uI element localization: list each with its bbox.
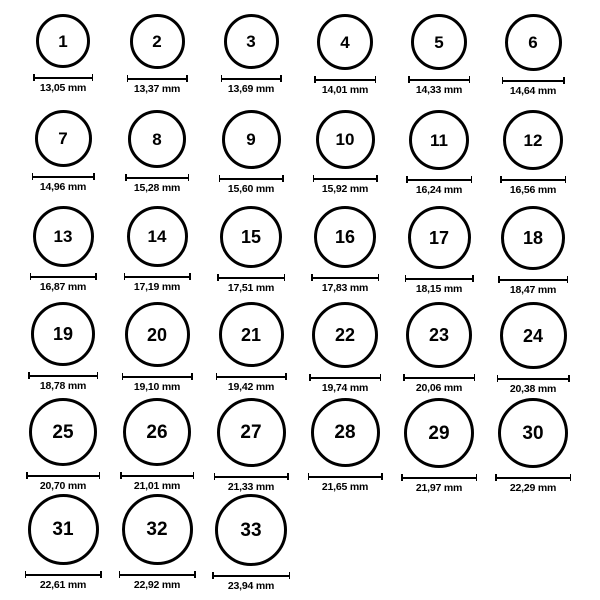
diameter-label: 14,01 mm (321, 84, 369, 96)
ring-circle (404, 398, 474, 468)
diameter-label: 21,01 mm (133, 480, 181, 492)
diameter-label: 23,94 mm (227, 580, 275, 592)
diameter-label: 18,15 mm (415, 283, 463, 295)
ring-size-number: 5 (434, 32, 444, 52)
diameter-label: 22,92 mm (133, 579, 181, 591)
diameter-dimension (313, 175, 378, 195)
diameter-label: 21,97 mm (415, 482, 463, 494)
ring-circle (130, 14, 185, 69)
diameter-label: 21,65 mm (321, 481, 369, 493)
diameter-label: 19,74 mm (321, 382, 369, 394)
dimension-bar-icon (219, 175, 284, 182)
ring-size-cell (486, 206, 580, 296)
dimension-line (221, 78, 282, 80)
ring-size-cell (392, 398, 486, 494)
dimension-bar-icon (403, 374, 475, 381)
ring-circle (125, 302, 190, 367)
dimension-line (219, 178, 284, 180)
dimension-line (212, 575, 290, 577)
ring-size-cell (16, 206, 110, 293)
ring-circle (35, 110, 92, 167)
ring-circle (409, 110, 469, 170)
diameter-dimension (122, 373, 193, 393)
diameter-dimension (217, 274, 285, 294)
ring-size-cell (298, 302, 392, 394)
diameter-label: 19,42 mm (227, 381, 275, 393)
diameter-dimension (406, 176, 472, 196)
dimension-line (500, 179, 566, 181)
diameter-dimension (127, 75, 188, 95)
dimension-line (408, 79, 470, 81)
dimension-line (498, 279, 568, 281)
dimension-bar-icon (119, 571, 196, 578)
dimension-line (405, 278, 474, 280)
ring-size-number: 26 (146, 421, 168, 443)
dimension-line (495, 477, 571, 479)
dimension-line (32, 176, 95, 178)
diameter-label: 15,28 mm (133, 182, 181, 194)
ring-circle (317, 14, 373, 70)
dimension-bar-icon (32, 173, 95, 180)
ring-size-cell (110, 14, 204, 95)
ring-size-number: 18 (522, 228, 544, 248)
dimension-line (122, 376, 193, 378)
ring-size-cell (16, 398, 110, 492)
diameter-label: 19,10 mm (133, 381, 181, 393)
ring-size-cell (392, 302, 486, 394)
ring-circle (314, 206, 376, 268)
diameter-label: 13,05 mm (39, 82, 87, 94)
dimension-bar-icon (406, 176, 472, 183)
dimension-line (125, 177, 189, 179)
diameter-label: 18,78 mm (39, 380, 87, 392)
ring-size-number: 21 (240, 324, 262, 345)
diameter-dimension (120, 472, 194, 492)
diameter-dimension (214, 473, 289, 493)
ring-size-cell (16, 110, 110, 193)
ring-size-cell (298, 398, 392, 493)
dimension-line (33, 77, 93, 79)
dimension-bar-icon (313, 175, 378, 182)
ring-circle (222, 110, 281, 169)
diameter-label: 20,38 mm (509, 383, 557, 395)
diameter-dimension (119, 571, 196, 591)
diameter-dimension (26, 472, 100, 492)
diameter-label: 14,33 mm (415, 84, 463, 96)
dimension-bar-icon (124, 273, 191, 280)
ring-size-number: 30 (522, 422, 544, 444)
dimension-line (30, 276, 97, 278)
dimension-bar-icon (495, 474, 571, 481)
ring-size-number: 27 (240, 422, 262, 443)
ring-size-cell (110, 494, 204, 591)
ring-size-number: 15 (240, 227, 262, 247)
dimension-line (311, 277, 379, 279)
diameter-dimension (495, 474, 571, 494)
ring-size-cell (392, 206, 486, 295)
ring-size-number: 8 (152, 129, 162, 149)
ring-circle (311, 398, 380, 467)
ring-circle (312, 302, 378, 368)
dimension-line (406, 179, 472, 181)
ring-circle (122, 494, 193, 565)
dimension-bar-icon (498, 276, 568, 283)
ring-size-number: 10 (335, 130, 355, 149)
ring-size-cell (204, 206, 298, 294)
diameter-label: 17,19 mm (133, 281, 181, 293)
dimension-bar-icon (25, 571, 102, 578)
ring-circle (36, 14, 90, 68)
ring-size-number: 28 (334, 422, 356, 443)
ring-size-cell (204, 398, 298, 493)
dimension-line (217, 277, 285, 279)
ring-size-number: 29 (428, 422, 450, 444)
dimension-bar-icon (401, 474, 477, 481)
diameter-dimension (401, 474, 477, 494)
dimension-bar-icon (408, 76, 470, 83)
ring-size-number: 7 (58, 129, 68, 148)
dimension-line (313, 178, 378, 180)
ring-size-number: 16 (334, 227, 356, 247)
ring-size-number: 23 (428, 325, 450, 345)
dimension-line (127, 78, 188, 80)
diameter-dimension (125, 174, 189, 194)
ring-size-number: 22 (334, 325, 356, 345)
dimension-bar-icon (33, 74, 93, 81)
ring-circle (29, 398, 97, 466)
dimension-bar-icon (221, 75, 282, 82)
diameter-dimension (221, 75, 282, 95)
dimension-line (119, 574, 196, 576)
diameter-dimension (408, 76, 470, 96)
ring-circle (224, 14, 279, 69)
ring-circle (500, 302, 567, 369)
diameter-label: 16,87 mm (39, 281, 87, 293)
diameter-label: 15,92 mm (321, 183, 369, 195)
diameter-dimension (403, 374, 475, 394)
diameter-label: 13,37 mm (133, 83, 181, 95)
ring-size-number: 2 (152, 32, 162, 51)
ring-size-cell (298, 110, 392, 195)
dimension-bar-icon (308, 473, 383, 480)
dimension-bar-icon (500, 176, 566, 183)
dimension-bar-icon (216, 373, 287, 380)
ring-size-cell (298, 14, 392, 96)
dimension-line (25, 574, 102, 576)
dimension-bar-icon (314, 76, 376, 83)
ring-size-number: 19 (52, 324, 74, 344)
ring-circle (28, 494, 99, 565)
dimension-bar-icon (217, 274, 285, 281)
diameter-dimension (216, 373, 287, 393)
ring-circle (220, 206, 282, 268)
ring-circle (219, 302, 284, 367)
ring-size-number: 1 (58, 31, 68, 51)
diameter-dimension (25, 571, 102, 591)
diameter-dimension (500, 176, 566, 196)
dimension-bar-icon (497, 375, 570, 382)
ring-size-cell (486, 398, 580, 494)
ring-circle (411, 14, 467, 70)
dimension-bar-icon (122, 373, 193, 380)
diameter-label: 14,64 mm (509, 85, 557, 97)
diameter-dimension (309, 374, 381, 394)
dimension-bar-icon (120, 472, 194, 479)
ring-circle (33, 206, 94, 267)
ring-circle (123, 398, 191, 466)
dimension-bar-icon (127, 75, 188, 82)
diameter-dimension (32, 173, 95, 193)
ring-size-number: 9 (246, 130, 256, 149)
diameter-label: 13,69 mm (227, 83, 275, 95)
dimension-line (502, 80, 565, 82)
ring-size-number: 12 (523, 130, 543, 150)
dimension-line (309, 377, 381, 379)
diameter-label: 22,61 mm (39, 579, 87, 591)
diameter-label: 20,06 mm (415, 382, 463, 394)
ring-circle (127, 206, 188, 267)
ring-size-cell (204, 110, 298, 195)
ring-size-number: 24 (522, 325, 544, 346)
ring-size-cell (16, 494, 110, 591)
diameter-label: 20,70 mm (39, 480, 87, 492)
diameter-dimension (212, 572, 290, 592)
dimension-line (497, 378, 570, 380)
ring-size-cell (204, 494, 298, 592)
ring-circle (128, 110, 186, 168)
diameter-dimension (502, 77, 565, 97)
ring-size-number: 11 (430, 130, 448, 150)
diameter-label: 17,83 mm (321, 282, 369, 294)
dimension-line (403, 377, 475, 379)
diameter-label: 16,56 mm (509, 184, 557, 196)
ring-size-number: 31 (52, 519, 74, 540)
diameter-label: 15,60 mm (227, 183, 275, 195)
ring-size-cell (16, 302, 110, 392)
ring-size-number: 3 (246, 32, 256, 51)
diameter-dimension (30, 273, 97, 293)
ring-size-cell (110, 110, 204, 194)
ring-size-number: 25 (52, 421, 74, 443)
dimension-bar-icon (26, 472, 100, 479)
ring-circle (505, 14, 562, 71)
diameter-dimension (314, 76, 376, 96)
diameter-dimension (33, 74, 93, 94)
ring-size-cell (110, 398, 204, 492)
diameter-label: 21,33 mm (227, 481, 275, 493)
diameter-label: 17,51 mm (227, 282, 275, 294)
ring-size-cell (392, 14, 486, 96)
ring-size-number: 32 (146, 519, 168, 540)
ring-circle (503, 110, 563, 170)
dimension-bar-icon (212, 572, 290, 579)
diameter-dimension (28, 372, 98, 392)
ring-size-cell (486, 110, 580, 196)
ring-size-cell (486, 14, 580, 97)
ring-size-number: 14 (147, 227, 167, 246)
ring-circle (31, 302, 95, 366)
diameter-dimension (311, 274, 379, 294)
ring-circle (217, 398, 286, 467)
diameter-dimension (219, 175, 284, 195)
dimension-bar-icon (214, 473, 289, 480)
dimension-bar-icon (125, 174, 189, 181)
dimension-line (401, 477, 477, 479)
dimension-line (28, 375, 98, 377)
dimension-line (124, 276, 191, 278)
dimension-line (214, 476, 289, 478)
dimension-bar-icon (311, 274, 379, 281)
ring-size-number: 33 (240, 519, 262, 541)
ring-size-number: 20 (146, 324, 168, 345)
ring-size-cell (16, 14, 110, 94)
ring-size-cell (204, 302, 298, 393)
ring-size-cell (110, 206, 204, 293)
ring-circle (408, 206, 471, 269)
diameter-label: 22,29 mm (509, 482, 557, 494)
dimension-line (216, 376, 287, 378)
dimension-line (308, 476, 383, 478)
ring-circle (498, 398, 568, 468)
ring-circle (406, 302, 472, 368)
diameter-label: 16,24 mm (415, 184, 463, 196)
ring-size-number: 17 (428, 227, 450, 248)
ring-size-number: 13 (53, 227, 73, 246)
ring-size-cell (486, 302, 580, 395)
ring-circle (215, 494, 287, 566)
dimension-bar-icon (405, 275, 474, 282)
ring-size-cell (110, 302, 204, 393)
ring-size-number: 6 (528, 33, 538, 52)
diameter-dimension (497, 375, 570, 395)
ring-size-number: 4 (340, 32, 350, 52)
diameter-dimension (498, 276, 568, 296)
diameter-dimension (405, 275, 474, 295)
dimension-line (120, 475, 194, 477)
diameter-dimension (308, 473, 383, 493)
ring-size-cell (392, 110, 486, 196)
diameter-dimension (124, 273, 191, 293)
diameter-label: 14,96 mm (39, 181, 87, 193)
dimension-line (314, 79, 376, 81)
ring-size-cell (298, 206, 392, 294)
dimension-bar-icon (28, 372, 98, 379)
dimension-line (26, 475, 100, 477)
dimension-bar-icon (502, 77, 565, 84)
ring-circle (501, 206, 565, 270)
dimension-bar-icon (309, 374, 381, 381)
dimension-bar-icon (30, 273, 97, 280)
ring-size-cell (204, 14, 298, 95)
ring-circle (316, 110, 375, 169)
diameter-label: 18,47 mm (509, 284, 557, 296)
